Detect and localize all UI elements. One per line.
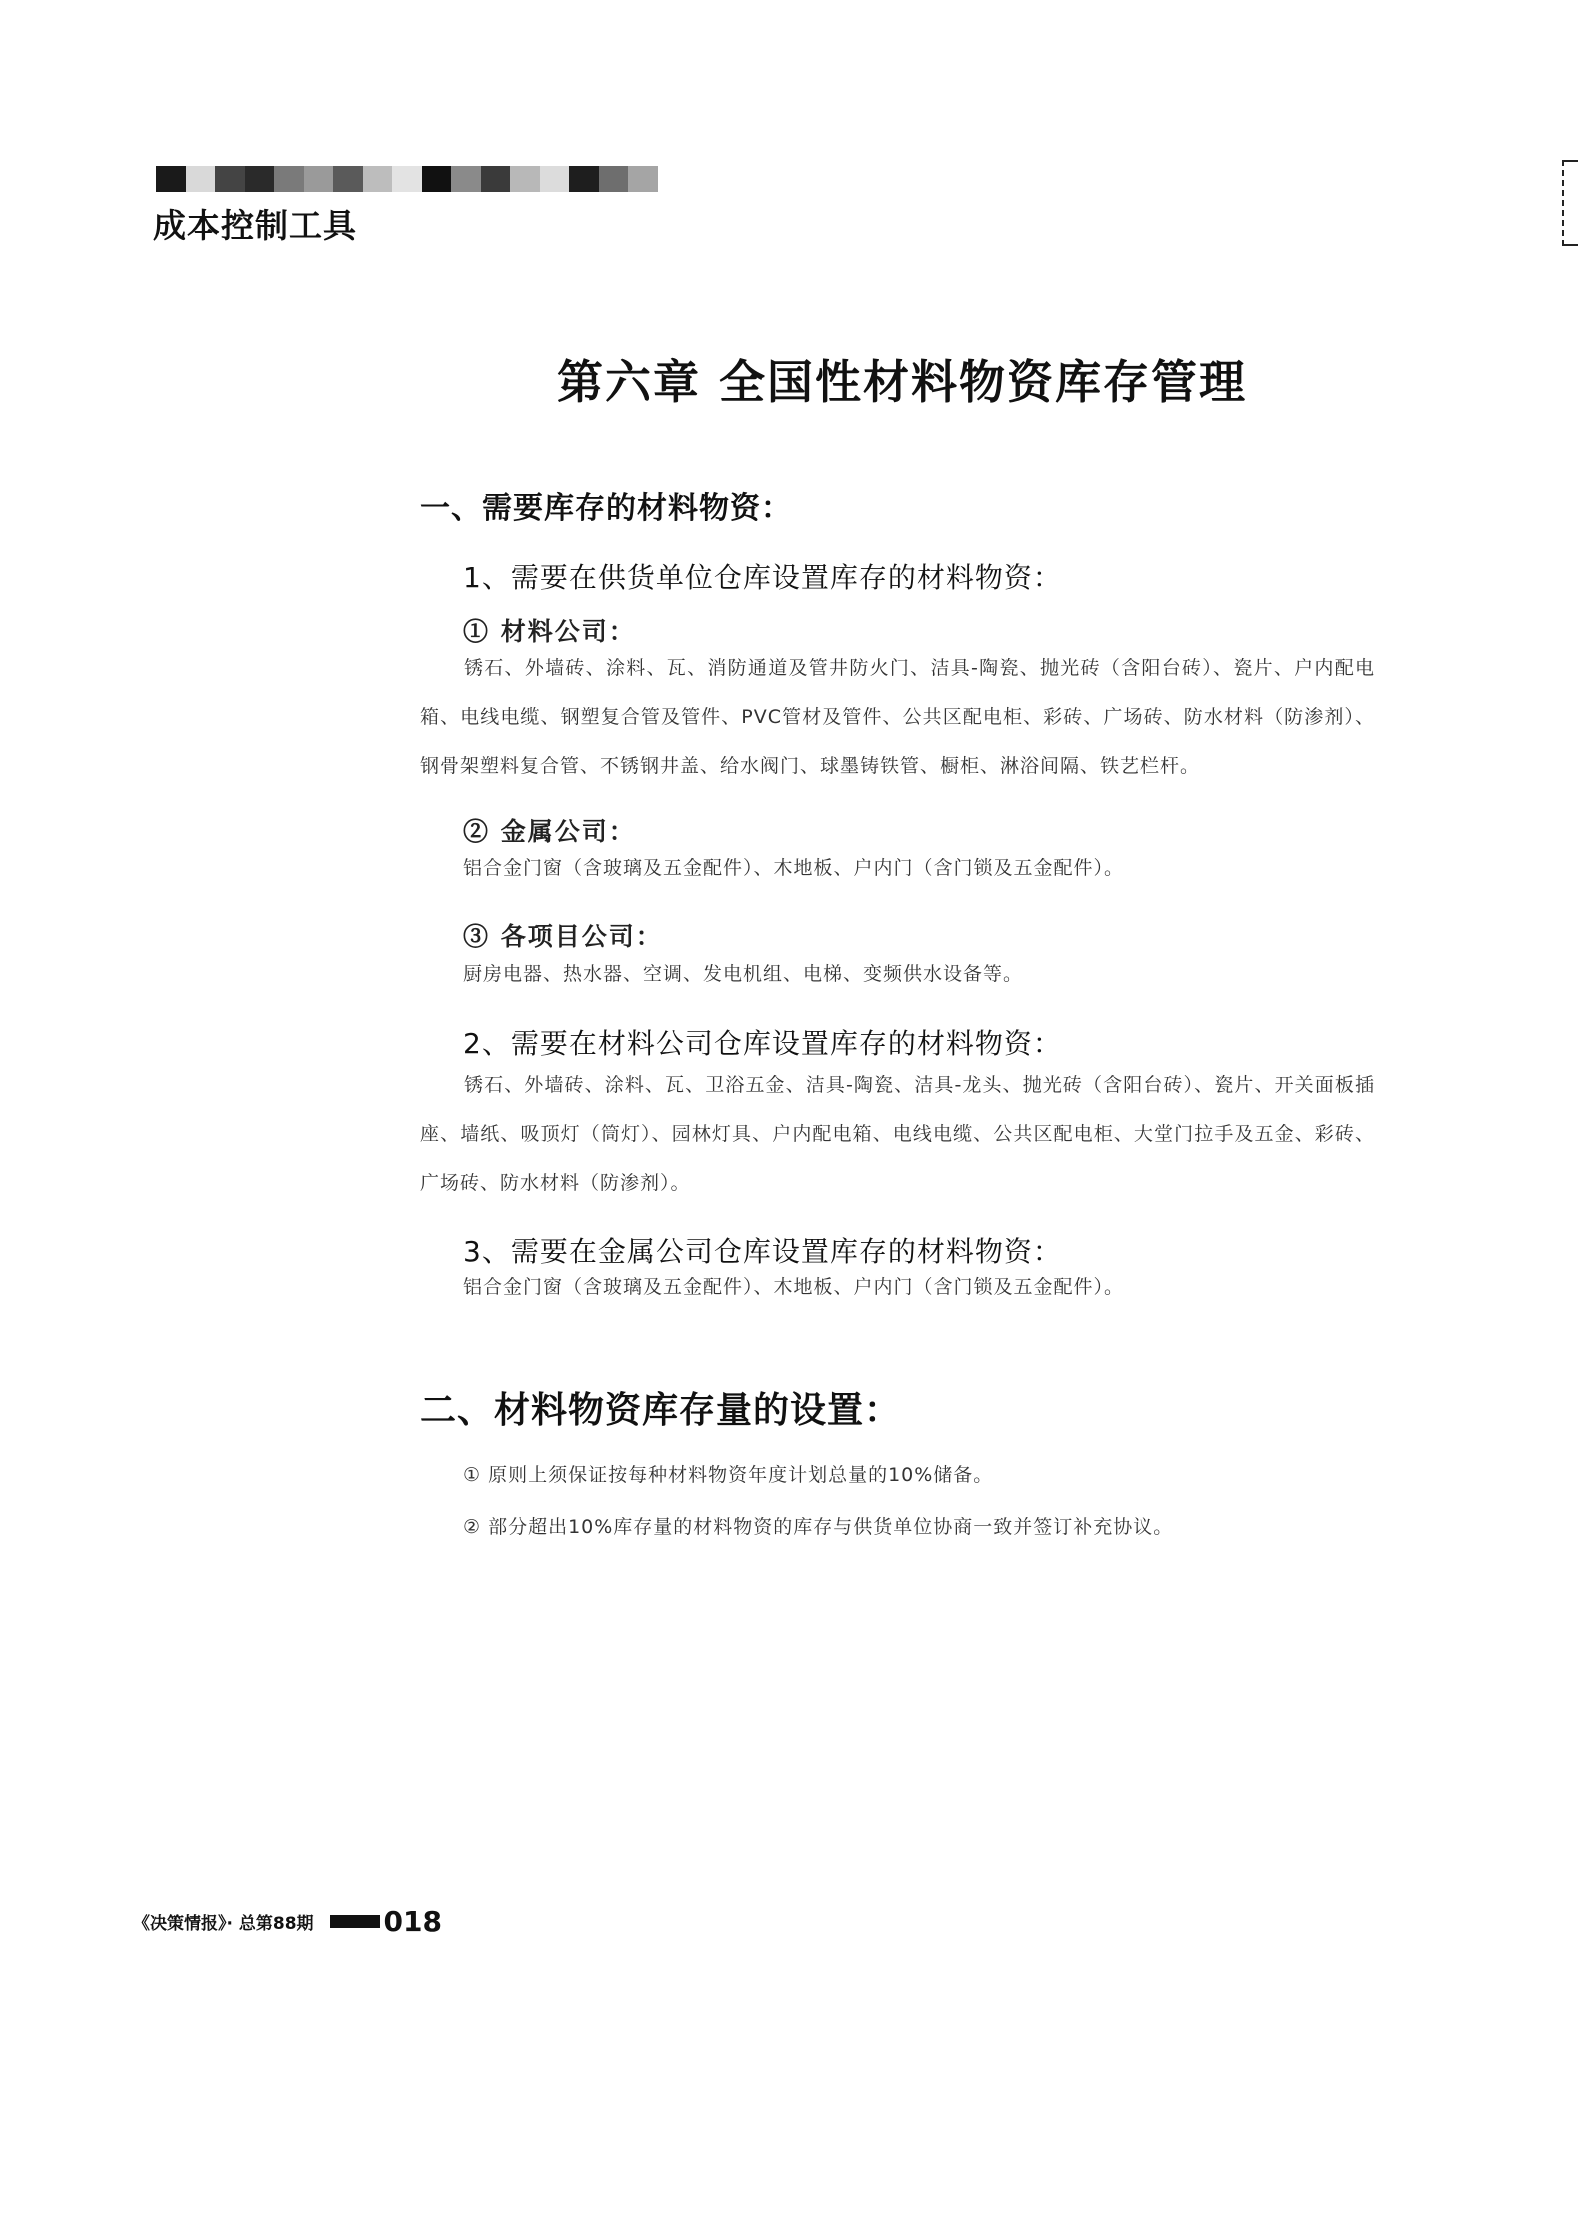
sub3-text: 厨房电器、热水器、空调、发电机组、电梯、变频供水设备等。 (463, 963, 1024, 985)
sub2-heading: ② 金属公司： (463, 817, 636, 846)
page-number: 018 (383, 1905, 442, 1938)
strip-square (540, 166, 570, 192)
section1-heading: 一、需要库存的材料物资： (420, 491, 792, 526)
strip-square (422, 166, 452, 192)
strip-square (628, 166, 658, 192)
strip-square (186, 166, 216, 192)
sub1-heading: ① 材料公司： (463, 617, 636, 646)
page-footer (133, 1905, 442, 1938)
strip-square (392, 166, 422, 192)
strip-square (363, 166, 393, 192)
strip-square (215, 166, 245, 192)
strip-square (451, 166, 481, 192)
strip-square (245, 166, 275, 192)
sub2-text: 铝合金门窗（含玻璃及五金配件）、木地板、户内门（含门锁及五金配件）。 (463, 857, 1125, 879)
item3-text: 铝合金门窗（含玻璃及五金配件）、木地板、户内门（含门锁及五金配件）。 (463, 1276, 1125, 1298)
chapter-title: 第六章 全国性材料物资库存管理 (556, 355, 1247, 409)
section2-point1: ① 原则上须保证按每种材料物资年度计划总量的10%储备。 (463, 1464, 994, 1486)
item2-text: 锈石、外墙砖、涂料、瓦、卫浴五金、洁具-陶瓷、洁具-龙头、抛光砖（含阳台砖）、瓷片、开关面板插座、墙纸、吸顶灯（筒灯）、园林灯具、户内配电箱、电线电缆、公共区配电柜、大堂门拉手及五金、彩砖、广场砖、防水材料（防渗剂）。 (420, 1074, 1375, 1194)
crop-mark (1562, 160, 1584, 246)
sub3-heading: ③ 各项目公司： (463, 922, 663, 951)
section2-point2: ② 部分超出10%库存量的材料物资的库存与供货单位协商一致并签订补充协议。 (463, 1516, 1174, 1538)
section2-heading: 二、材料物资库存量的设置： (420, 1390, 902, 1431)
item3-heading: 3、需要在金属公司仓库设置库存的材料物资： (463, 1235, 1062, 1268)
strip-square (569, 166, 599, 192)
strip-square (156, 166, 186, 192)
strip-square (304, 166, 334, 192)
header-color-strip (156, 166, 658, 192)
strip-square (333, 166, 363, 192)
strip-square (599, 166, 629, 192)
sub1-text: 锈石、外墙砖、涂料、瓦、消防通道及管井防火门、洁具-陶瓷、抛光砖（含阳台砖）、瓷片、户内配电箱、电线电缆、钢塑复合管及管件、PVC管材及管件、公共区配电柜、彩砖、广场砖、防水材料（防渗剂）、钢骨架塑料复合管、不锈钢井盖、给水阀门、球墨铸铁管、橱柜、淋浴间隔、铁艺栏杆。 (420, 657, 1375, 777)
strip-square (481, 166, 511, 192)
footer-bar (330, 1915, 380, 1928)
strip-square (510, 166, 540, 192)
item1-heading: 1、需要在供货单位仓库设置库存的材料物资： (463, 561, 1062, 594)
item2-heading: 2、需要在材料公司仓库设置库存的材料物资： (463, 1027, 1062, 1060)
section-tag: 成本控制工具 (153, 206, 357, 245)
strip-square (274, 166, 304, 192)
magazine-name: 《决策情报》· 总第88期 (133, 1914, 314, 1934)
